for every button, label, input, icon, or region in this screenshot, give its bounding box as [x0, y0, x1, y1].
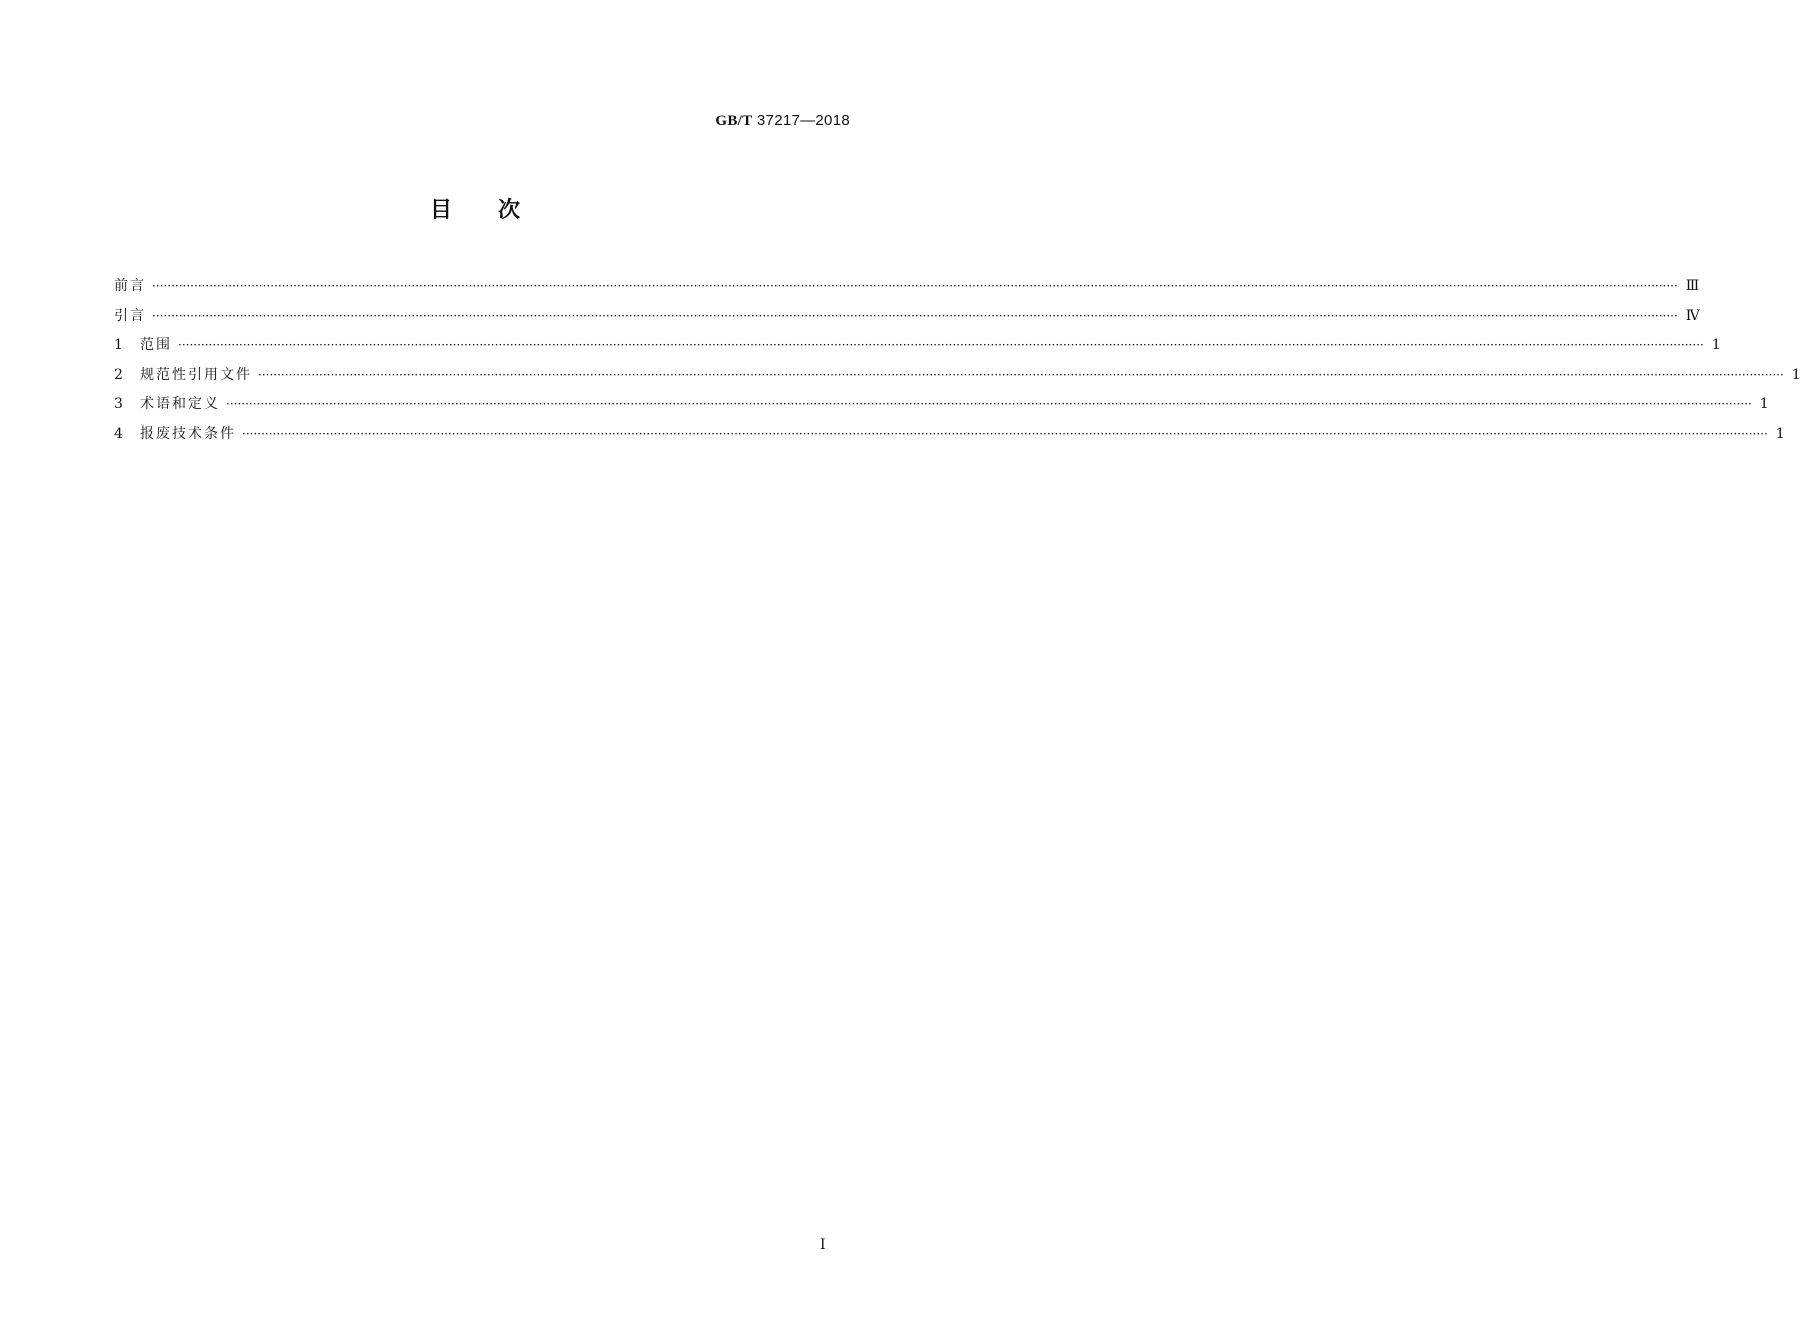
toc-entry-label: 规范性引用文件	[140, 366, 252, 383]
toc-entry-label: 报废技术条件	[140, 425, 236, 442]
toc-leader-dots: ················································································································································································································································································································································································································	[152, 279, 1678, 293]
toc-entry-terms-definitions[interactable]	[114, 390, 1769, 420]
toc-leader-dots: ················································································································································································································································································································································································································	[226, 397, 1752, 411]
toc-entry-normative-references[interactable]	[114, 361, 1801, 391]
toc-entry-foreword[interactable]	[114, 272, 1700, 302]
toc-entry-number: 1	[114, 337, 123, 353]
toc-leader-dots: ················································································································································································································································································································································································································	[178, 338, 1704, 352]
toc-entry-number: 2	[114, 366, 123, 383]
toc-entry-label: 前言	[114, 278, 146, 294]
toc-title-char-2: 次	[498, 198, 567, 223]
toc-leader-dots: ················································································································································································································································································································································································································	[152, 308, 1678, 323]
toc-entry-scope[interactable]	[114, 331, 1721, 361]
standard-number: 37217—2018	[756, 112, 850, 129]
toc-leader-dots: ················································································································································································································································································································································································································	[242, 426, 1768, 441]
toc-entry-number: 3	[114, 396, 123, 412]
toc-title	[0, 193, 950, 224]
toc-title-char-1: 目	[429, 198, 498, 223]
toc-entry-page: 1	[1791, 366, 1801, 383]
toc-entry-label: 术语和定义	[140, 396, 220, 412]
toc-entry-introduction[interactable]	[114, 302, 1700, 332]
toc-entry-number: 4	[114, 425, 123, 442]
toc-leader-dots: ················································································································································································································································································································································································································	[258, 367, 1784, 382]
page-number: Ⅰ	[820, 1237, 826, 1253]
toc-entry-page: 1	[1775, 425, 1785, 442]
toc-entry-label: 范围	[140, 337, 172, 353]
standard-code	[715, 112, 850, 130]
toc-entry-page: Ⅲ	[1685, 278, 1700, 294]
toc-entry-page: 1	[1711, 337, 1721, 353]
toc-entry-page: Ⅳ	[1685, 307, 1700, 324]
toc-entry-label: 引言	[114, 307, 146, 324]
toc-entry-scrapping-conditions[interactable]	[114, 420, 1785, 450]
toc-list	[114, 272, 1801, 449]
toc-entry-page: 1	[1759, 396, 1769, 412]
standard-prefix: GB/T	[715, 113, 753, 129]
